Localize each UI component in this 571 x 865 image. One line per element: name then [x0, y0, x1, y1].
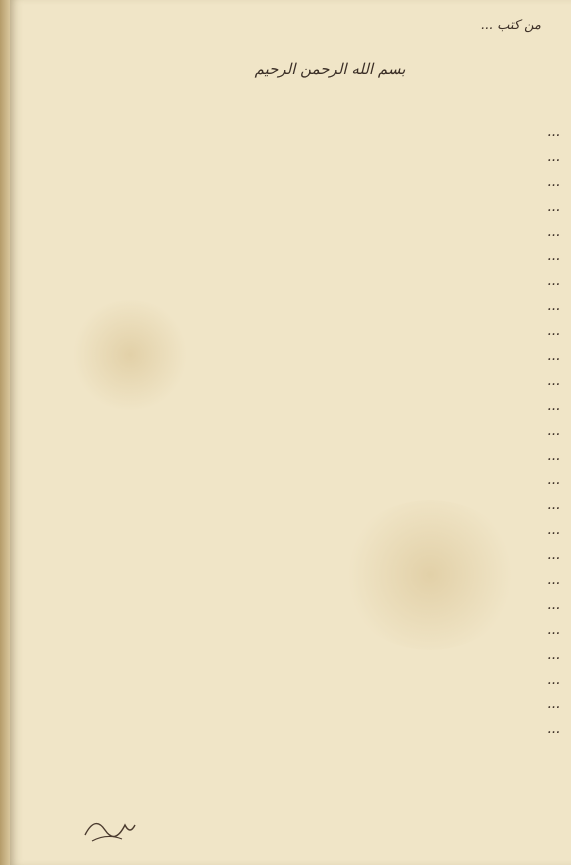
- text-line: ...: [547, 497, 560, 514]
- text-line: ...: [547, 198, 560, 215]
- text-line: ...: [547, 323, 560, 340]
- header-note: من کتب ...: [480, 18, 541, 33]
- text-line: ...: [547, 124, 560, 140]
- text-line: ...: [547, 148, 560, 165]
- text-line: ...: [547, 273, 560, 290]
- text-line: ...: [547, 348, 560, 365]
- text-line: ...: [547, 696, 560, 713]
- basmala-heading: بسم الله الرحمن الرحیم: [254, 60, 406, 78]
- text-line: ...: [547, 173, 560, 190]
- margin-scribble: [80, 805, 140, 845]
- text-line: ...: [547, 621, 560, 638]
- text-line: ...: [547, 671, 560, 688]
- text-line: ...: [547, 397, 560, 414]
- text-line: ...: [547, 721, 560, 738]
- text-line: ...: [547, 547, 560, 564]
- text-line: ...: [547, 522, 560, 539]
- text-line: ...: [547, 372, 560, 389]
- text-line: ...: [547, 472, 560, 489]
- text-line: ...: [547, 298, 560, 315]
- text-line: ...: [547, 646, 560, 663]
- manuscript-page: [10, 0, 571, 865]
- text-line: ...: [547, 572, 560, 589]
- binding-fold: [0, 0, 10, 865]
- handwritten-text-block: [40, 120, 560, 740]
- text-line: ...: [547, 223, 560, 240]
- text-line: ...: [547, 596, 560, 613]
- text-line: ...: [547, 248, 560, 265]
- text-line: ...: [547, 422, 560, 439]
- text-line: ...: [547, 447, 560, 464]
